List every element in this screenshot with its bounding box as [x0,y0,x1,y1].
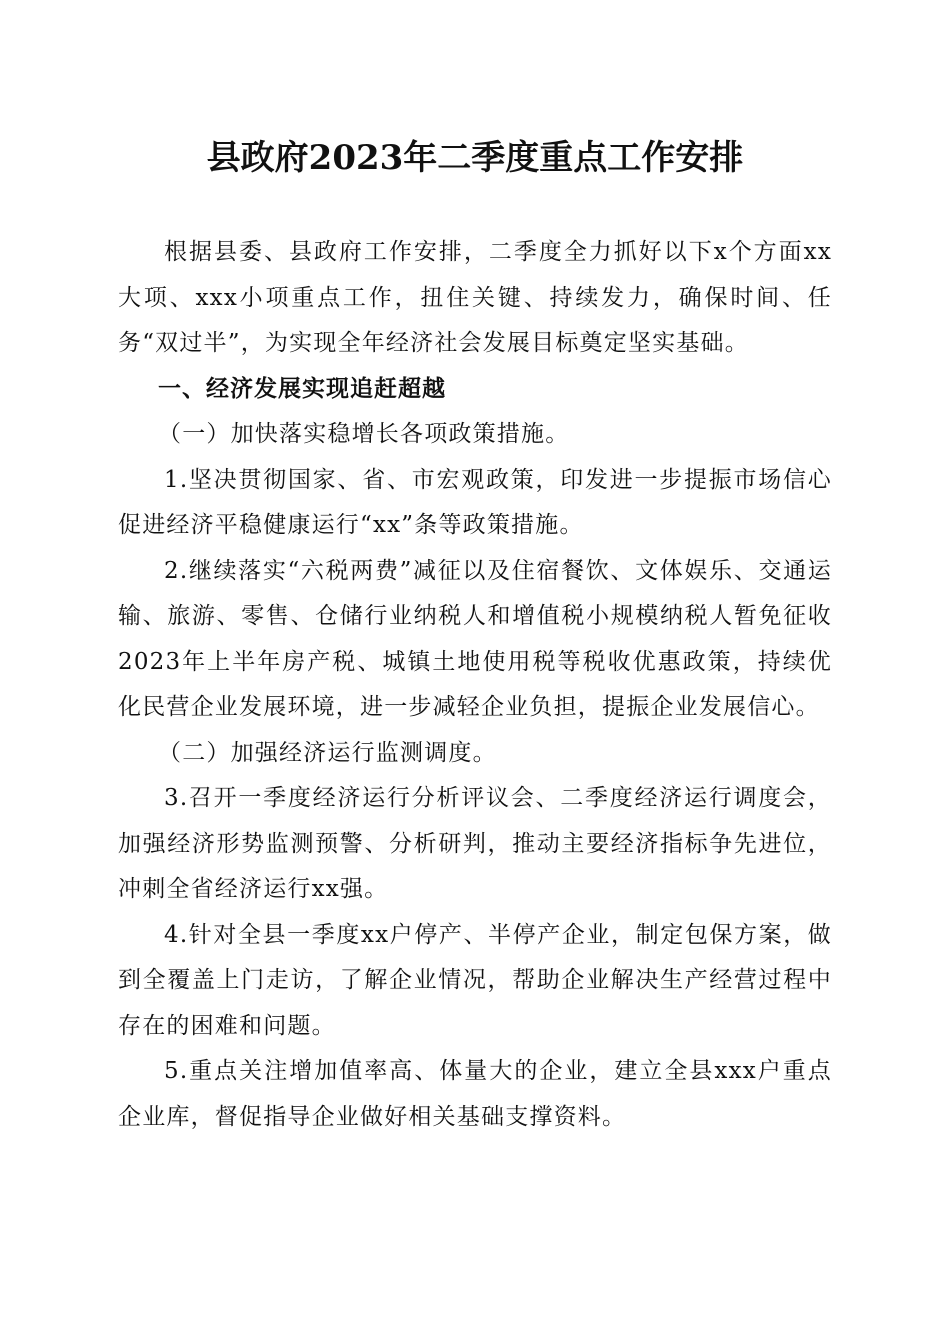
item-1-paragraph: 1.坚决贯彻国家、省、市宏观政策，印发进一步提振市场信心促进经济平稳健康运行“xx”条等政策措施。 [118,466,832,538]
intro-paragraph: 根据县委、县政府工作安排，二季度全力抓好以下x个方面xx大项、xxx小项重点工作，扭住关键、持续发力，确保时间、任务“双过半”，为实现全年经济社会发展目标奠定坚实基础。 [118,239,832,356]
item-3-paragraph: 3.召开一季度经济运行分析评议会、二季度经济运行调度会，加强经济形势监测预警、分析研判，推动主要经济指标争先进位，冲刺全省经济运行xx强。 [118,785,832,902]
subsection-heading-1: （一）加快落实稳增长各项政策措施。 [158,421,570,447]
document-title: 县政府2023年二季度重点工作安排 [206,138,744,178]
section-heading-1: 一、经济发展实现追赶超越 [158,375,446,402]
item-4-paragraph: 4.针对全县一季度xx户停产、半停产企业，制定包保方案，做到全覆盖上门走访，了解企业情况，帮助企业解决生产经营过程中存在的困难和问题。 [118,921,832,1039]
item-2-paragraph: 2.继续落实“六税两费”减征以及住宿餐饮、文体娱乐、交通运输、旅游、零售、仓储行业纳税人和增值税小规模纳税人暂免征收2023年上半年房产税、城镇土地使用税等税收优惠政策，持续优化民营企业发展环境，进一步减轻企业负担，提振企业发展信心。 [118,557,832,720]
item-5-paragraph: 5.重点关注增加值率高、体量大的企业，建立全县xxx户重点企业库，督促指导企业做好相关基础支撑资料。 [118,1058,832,1130]
document-body [118,230,832,1140]
subsection-heading-2: （二）加强经济运行监测调度。 [158,739,497,766]
